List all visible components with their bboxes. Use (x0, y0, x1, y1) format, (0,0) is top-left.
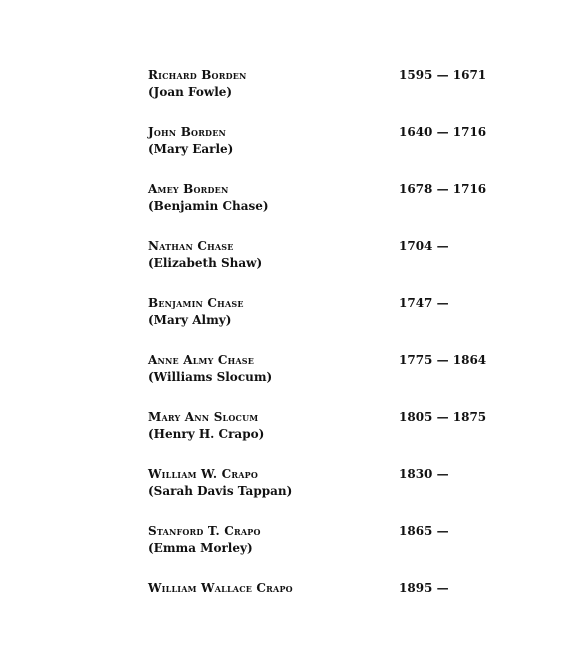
genealogy-entry (148, 410, 488, 450)
spouse-name: (Williams Slocum) (148, 370, 273, 384)
spouse-name: (Benjamin Chase) (148, 199, 269, 213)
spouse-name: (Mary Almy) (148, 313, 232, 327)
genealogy-entry (148, 182, 488, 222)
life-dates: 1805 — 1875 (399, 410, 487, 424)
spouse-name: (Elizabeth Shaw) (148, 256, 263, 270)
genealogy-entry (148, 467, 488, 507)
person-name: Benjamin Chase (148, 296, 244, 310)
life-dates: 1830 — (399, 467, 449, 481)
life-dates: 1775 — 1864 (399, 353, 487, 367)
spouse-name: (Henry H. Crapo) (148, 427, 265, 441)
genealogy-entry (148, 581, 488, 621)
person-name: William W. Crapo (148, 467, 259, 481)
genealogy-entry (148, 239, 488, 279)
life-dates: 1640 — 1716 (399, 125, 487, 139)
life-dates: 1704 — (399, 239, 449, 253)
life-dates: 1865 — (399, 524, 449, 538)
life-dates: 1895 — (399, 581, 449, 595)
life-dates: 1747 — (399, 296, 449, 310)
life-dates: 1678 — 1716 (399, 182, 487, 196)
genealogy-entry (148, 68, 488, 108)
person-name: Amey Borden (148, 182, 229, 196)
spouse-name: (Joan Fowle) (148, 85, 233, 99)
person-name: William Wallace Crapo (148, 581, 293, 595)
life-dates: 1595 — 1671 (399, 68, 487, 82)
person-name: John Borden (148, 125, 227, 139)
person-name: Anne Almy Chase (148, 353, 255, 367)
person-name: Richard Borden (148, 68, 247, 82)
person-name: Nathan Chase (148, 239, 234, 253)
genealogy-entry (148, 125, 488, 165)
genealogy-entry (148, 524, 488, 564)
spouse-name: (Sarah Davis Tappan) (148, 484, 293, 498)
genealogy-entry (148, 353, 488, 393)
person-name: Stanford T. Crapo (148, 524, 261, 538)
spouse-name: (Mary Earle) (148, 142, 234, 156)
person-name: Mary Ann Slocum (148, 410, 259, 424)
genealogy-entry (148, 296, 488, 336)
spouse-name: (Emma Morley) (148, 541, 253, 555)
